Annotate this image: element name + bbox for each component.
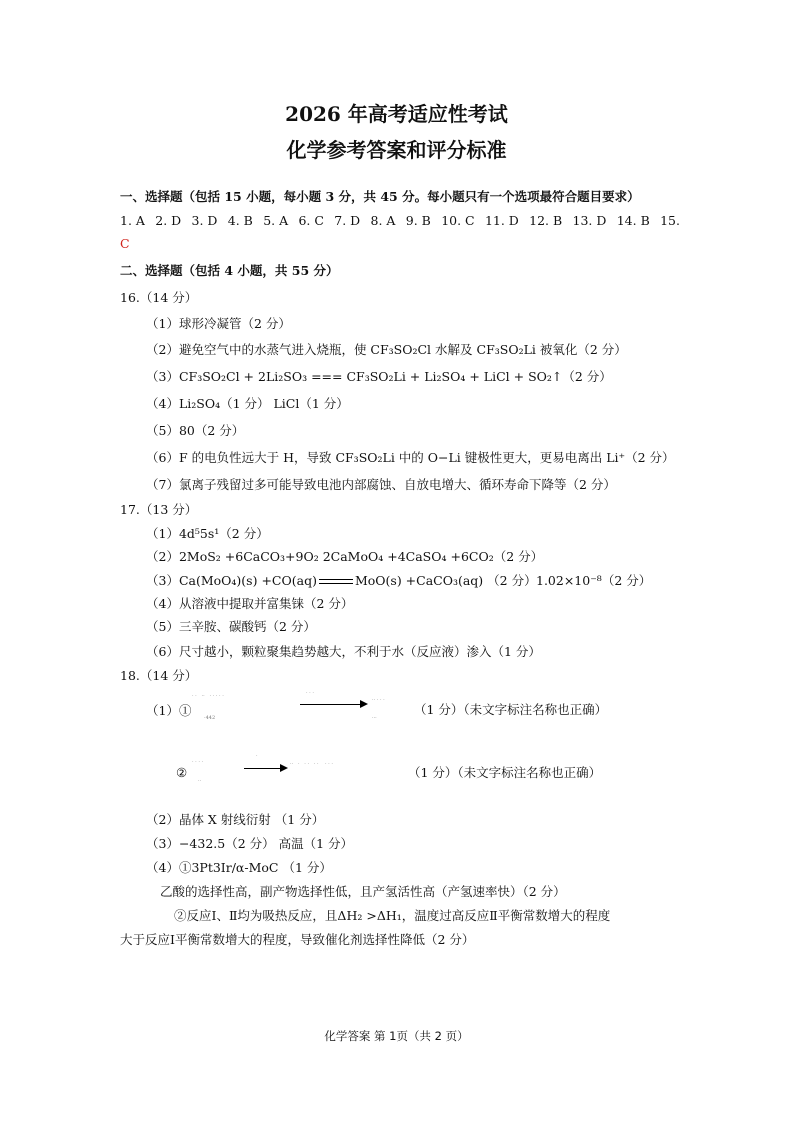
q16-label: 16.（14 分）	[120, 290, 198, 305]
q16-answer-5: （5）80（2 分）	[146, 423, 245, 438]
q17-answer-5: （5）三辛胺、碳酸钙（2 分）	[146, 619, 316, 634]
scheme-faint-text: · · ·	[306, 690, 314, 696]
answer-item: 4. B	[227, 213, 253, 228]
q17-label: 17.（13 分）	[120, 502, 198, 517]
q18-answer-2: （2）晶体 X 射线衍射 （1 分）	[146, 812, 325, 827]
q17-answer-3	[146, 573, 537, 589]
q17-answer-6: （6）尺寸越小，颗粒聚集趋势越大，不利于水（反应液）渗入（1 分）	[146, 644, 541, 659]
section2-heading: 二、选择题（包括 4 小题，共 55 分）	[120, 263, 339, 278]
q17-answer-1: （1）4d⁵5s¹（2 分）	[146, 526, 269, 541]
answer-item: 5. A	[263, 213, 289, 228]
answer-item: 10. C	[441, 213, 475, 228]
q17-answer-3-right: MoO(s) +CaCO₃(aq) （2 分）	[354, 573, 537, 588]
q18-answer-4b-line1: ②反应Ⅰ、Ⅱ均为吸热反应，且ΔH₂ >ΔH₁，温度过高反应Ⅱ平衡常数增大的程度	[174, 908, 611, 923]
answer-item: 12. B	[529, 213, 563, 228]
scheme-faint-text: ···	[372, 715, 377, 721]
q18-answer-1-note: （1 分）（未文字标注名称也正确）	[414, 702, 608, 717]
q16-answer-3: （3）CF₃SO₂Cl + 2Li₂SO₃ === CF₃SO₂Li + Li₂SO₄ + LiCl + SO₂↑（2 分）	[146, 369, 612, 384]
answer-item: 6. C	[298, 213, 324, 228]
answer-item: 7. D	[334, 213, 361, 228]
q16-answer-2: （2）避免空气中的水蒸气进入烧瓶，使 CF₃SO₂Cl 水解及 CF₃SO₂Li 被氧化（2 分）	[146, 342, 627, 357]
q17-answer-3-left: （3）Ca(MoO₄)(s) +CO(aq)	[146, 573, 317, 588]
q18-answer-4b-line2: 大于反应Ⅰ平衡常数增大的程度，导致催化剂选择性降低（2 分）	[120, 932, 475, 947]
q16-answer-4: （4）Li₂SO₄（1 分） LiCl（1 分）	[146, 396, 349, 411]
q17-answer-4: （4）从溶液中提取并富集铼（2 分）	[146, 596, 354, 611]
q18-answer-1b-note: （1 分）（未文字标注名称也正确）	[408, 765, 602, 780]
q18-answer-4: （4）①3Pt3Ir/α-MoC （1 分）	[146, 860, 332, 875]
answer-item: 2. D	[155, 213, 182, 228]
equilibrium-arrow-icon	[319, 578, 353, 586]
section1-heading: 一、选择题（包括 15 小题，每小题 3 分，共 45 分。每小题只有一个选项最符合题目要求）	[120, 189, 640, 204]
reaction-arrow-icon	[300, 704, 366, 705]
q18-answer-3: （3）−432.5（2 分） 高温（1 分）	[146, 836, 354, 851]
page-title-line1: 2026 年高考适应性考试	[285, 102, 508, 126]
answer-item: 13. D	[572, 213, 607, 228]
scheme-faint-text: ·· · · · · · · · ·	[290, 761, 333, 767]
answer-item: 15.	[660, 213, 680, 228]
q17-answer-3-value: 1.02×10⁻⁸（2 分）	[536, 573, 652, 588]
q16-answer-7: （7）氯离子残留过多可能导致电池内部腐蚀、自放电增大、循环寿命下降等（2 分）	[146, 477, 616, 492]
q17-answer-2: （2）2MoS₂ +6CaCO₃+9O₂ 2CaMoO₄ +4CaSO₄ +6CO₂（2 分）	[146, 549, 544, 564]
answer-item: 14. B	[616, 213, 650, 228]
page-title-line2: 化学参考答案和评分标准	[286, 138, 507, 162]
reaction-arrow-icon	[244, 768, 286, 769]
scheme-faint-text: · · ·· · · · · ·	[192, 693, 224, 699]
q16-answer-1: （1）球形冷凝管（2 分）	[146, 316, 291, 331]
scheme-faint-text: ·· · · ·	[372, 697, 385, 703]
answer-list	[120, 213, 680, 228]
scheme-faint-text: ·	[256, 753, 258, 759]
q18-label: 18.（14 分）	[120, 668, 198, 683]
q18-answer-1-prefix: （1）①	[146, 703, 192, 718]
scheme-faint-text: · · · ·	[192, 759, 204, 765]
q16-answer-6: （6）F 的电负性远大于 H，导致 CF₃SO₂Li 中的 O−Li 键极性更大，更易电离出 Li⁺（2 分）	[146, 450, 675, 465]
scheme-faint-text: ·442	[204, 715, 216, 721]
page-footer: 化学答案 第 1页（共 2 页）	[324, 1029, 469, 1043]
answer-item: 8. A	[370, 213, 396, 228]
q18-answer-1b-prefix: ②	[176, 765, 188, 780]
answer-item: 9. B	[405, 213, 431, 228]
answer-item: 1. A	[120, 213, 145, 228]
answer-item: 3. D	[191, 213, 218, 228]
answer-item: 11. D	[484, 213, 519, 228]
scheme-faint-text: ··	[198, 778, 202, 784]
answer-15-value: C	[120, 236, 130, 251]
q18-answer-4-reason: 乙酸的选择性高，副产物选择性低，且产氢活性高（产氢速率快）（2 分）	[160, 884, 566, 899]
